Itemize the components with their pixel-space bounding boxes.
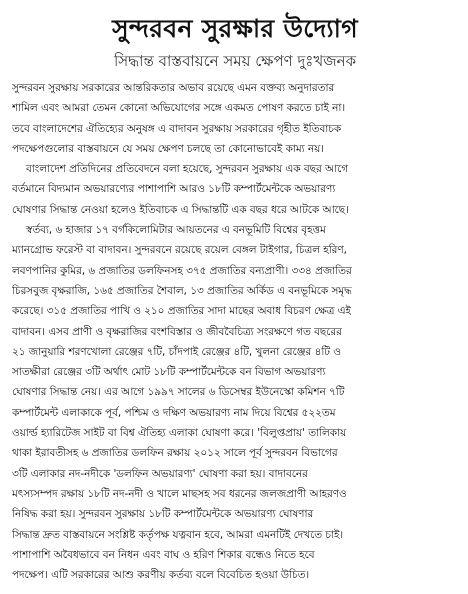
body-line: ৩টি এলাকার নদ-নদীকে 'ডলফিন অভয়ারণ্য' ঘোষণা করা হয়। বাদাবনের xyxy=(12,467,308,480)
body-line: বাদাবন। এসব প্রাণী ও বৃক্ষরাজির বংশবিস্তার ও জীববৈচিত্র্য সংরক্ষণে গত বছরের xyxy=(12,325,342,338)
body-line: ঘোষণার সিদ্ধান্ত নেয়। এর আগে ১৯৯৭ সালের ৬ ডিসেম্বর ইউনেস্কো কমিশন ৭টি xyxy=(12,386,345,399)
body-line: পদক্ষেপগুলোর বাস্তবায়নে যে সময় ক্ষেপণ চলছে তা কোনোভাবেই কাম্য নয়। xyxy=(12,142,324,155)
body-line: ম্যানগ্রোভ ফরেস্ট বা বাদাবন। সুন্দরবনে রয়েছে রয়েল বেঙ্গল টাইগার, চিত্রল হরিণ, xyxy=(12,244,347,257)
body-line: করেছে। ৩১৫ প্রজাতির পাখি ও ২১০ প্রজাতির সাদা মাছের অবাধ বিচরণ ক্ষেত্র এই xyxy=(12,305,351,318)
body-line: বাংলাদেশ প্রতিদিনের প্রতিবেদনে বলা হয়েছে, সুন্দরবন সুরক্ষায় এক বছর আগে xyxy=(26,163,349,176)
body-line: পদক্ষেপ। এটি সরকারের আশু করণীয় কর্তব্য বলে বিবেচিত হওয়া উচিত। xyxy=(12,569,310,582)
body-line: নিষিদ্ধ করা হয়। সুন্দরবন সুরক্ষায় ১৮টি কম্পার্টমেন্টকে অভয়ারণ্য ঘোষণার xyxy=(12,508,314,521)
body-line: পাশাপাশি অবৈধভাবে বন নিধন এবং বাঘ ও হরিণ শিকার বন্ধেও নিতে হবে xyxy=(12,548,315,561)
body-line: ঘোষণার সিদ্ধান্ত নেওয়া হলেও ইতিবাচক এ সিদ্ধান্তটি এক বছর ধরে আটকে আছে। xyxy=(12,203,349,216)
body-line: কম্পার্টমেন্ট এলাকাকে পূর্ব, পশ্চিম ও দক্ষিণ অভয়ারণ্য নাম দিয়ে বিশ্বের ৫২২তম xyxy=(12,406,336,419)
body-line: চিরসবুজ বৃক্ষরাজি, ১৬৫ প্রজাতির শৈবাল, ১৩ প্রজাতির অর্কিড এ বনভূমিকে সমৃদ্ধ xyxy=(12,284,352,297)
body-line: ২১ জানুয়ারি শরণখোলা রেঞ্জের ৭টি, চাঁদপাই রেঞ্জের ৪টি, খুলনা রেঞ্জের ৪টি ও xyxy=(12,345,341,358)
body-line: শামিল এবং আমরা তেমন কোনো অভিযোগের সঙ্গে একমত পোষণ করতে চাই না। xyxy=(12,102,346,115)
body-line: সুন্দরবন সুরক্ষায় সরকারের আন্তরিকতার অভাব রয়েছে এমন বক্তব্য অনুদারতার xyxy=(12,82,335,94)
body-line: স্বর্তব্য, ৬ হাজার ১৭ বর্গকিলোমিটার আয়তনের এ বনভূমিটি বিশ্বের বৃহত্তম xyxy=(26,224,326,237)
body-line: তবে বাংলাদেশের ঐতিহ্যের অনুষঙ্গ এ বাদাবন সুরক্ষায় সরকারের গৃহীত ইতিবাচক xyxy=(12,122,342,135)
body-line: থাকা ইরাবতীসহ ৬ প্রজাতির ডলফিন রক্ষায় ২০১২ সালে পূর্ব সুন্দরবন বিভাগের xyxy=(12,447,338,460)
editorial-subheadline: সিদ্ধান্ত বাস্তবায়নে সময় ক্ষেপণ দুঃখজনক xyxy=(113,52,357,70)
body-line: লবণপানির কুমির, ৬ প্রজাতির ডলফিনসহ ৩৭৫ প্রজাতির বন্যপ্রাণী। ৩৩৪ প্রজাতির xyxy=(12,264,352,277)
body-line: সাতক্ষীরা রেঞ্জের ৩টি অর্থাৎ মোট ১৮টি কম্পার্টমেন্টকে বন বিভাগ অভয়ারণ্য xyxy=(12,366,326,379)
editorial-body xyxy=(12,78,458,585)
body-line: সিদ্ধান্ত দ্রুত বাস্তবায়নে সংশ্লিষ্ট কর্তৃপক্ষ যত্নবান হবে, আমরা এমনটিই দেখতে চাই। xyxy=(12,528,344,541)
editorial-headline: সুন্দরবন সুরক্ষার উদ্যোগ xyxy=(112,14,358,43)
body-line: মৎস্যসম্পদ রক্ষায় ১৮টি নদ-নদী ও খালে মাছসহ সব ধরনের জলজপ্রাণী আহরণও xyxy=(12,487,347,500)
body-line: ওয়ার্ল্ড হ্যারিটেজ সাইট বা বিশ্ব ঐতিহ্য এলাকা ঘোষণা করে। 'বিলুপ্তপ্রায়' তালিকায় xyxy=(12,427,347,440)
body-line: বর্তমানে বিদ্যমান অভয়ারণ্যের পাশাপাশি আরও ১৮টি কম্পার্টমেন্টকে অভয়ারণ্য xyxy=(12,183,336,196)
